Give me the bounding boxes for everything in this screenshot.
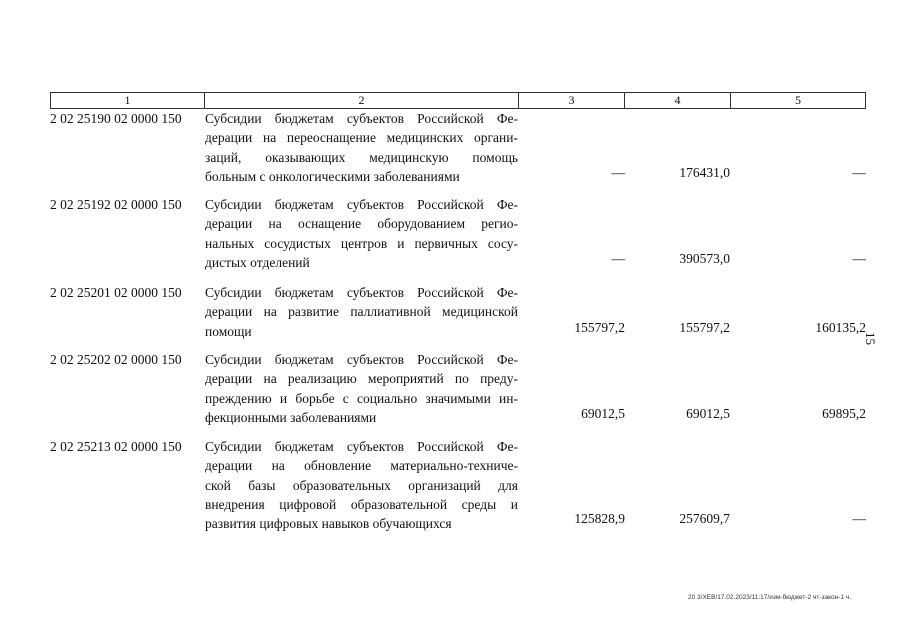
value-col-5: —: [852, 251, 866, 266]
value-col-4: 257609,7: [679, 511, 730, 526]
description-line: помощи: [205, 323, 252, 339]
row-code: 2 02 25202 02 0000 150: [50, 352, 182, 367]
value-col-5: 69895,2: [822, 406, 866, 421]
row-code: 2 02 25213 02 0000 150: [50, 439, 182, 454]
description-line: фекционными заболеваниями: [205, 409, 377, 425]
value-col-4: 155797,2: [679, 320, 730, 335]
row-description: [205, 195, 518, 272]
value-col-4: 69012,5: [686, 406, 730, 421]
header-col-1: 1: [124, 93, 131, 107]
value-col-3: —: [611, 251, 625, 266]
value-col-5: —: [852, 165, 866, 180]
value-col-4: 390573,0: [679, 251, 730, 266]
row-code: 2 02 25190 02 0000 150: [50, 111, 182, 126]
header-col-5: 5: [795, 93, 801, 107]
value-col-4: 176431,0: [679, 165, 730, 180]
description-line: дерации на переоснащение медицинских органи-: [205, 130, 518, 146]
row-description: [205, 350, 518, 427]
value-col-3: —: [611, 165, 625, 180]
description-line: преждению и борьбе с социально значимыми ин-: [205, 390, 518, 406]
header-col-4: 4: [674, 93, 681, 107]
description-line: Субсидии бюджетам субъектов Российской Фе-: [205, 111, 518, 126]
description-line: развития цифровых навыков обучающихся: [205, 516, 452, 532]
row-description: [205, 283, 518, 341]
value-col-5: —: [852, 511, 866, 526]
table-header: [50, 92, 866, 109]
row-description: [205, 109, 518, 186]
description-line: заций, оказывающих медицинскую помощь: [205, 149, 518, 165]
description-line: Субсидии бюджетам субъектов Российской Фе-: [205, 285, 518, 300]
value-col-3: 125828,9: [574, 511, 625, 526]
header-col-2: 2: [358, 93, 365, 107]
description-line: дерации на реализацию мероприятий по преду-: [205, 371, 518, 387]
value-col-5: 160135,2: [815, 320, 866, 335]
description-line: внедрения цифровой образовательной среды и: [205, 496, 518, 512]
header-col-3: 3: [568, 93, 575, 107]
row-description: [205, 437, 518, 533]
description-line: ской базы образовательных организаций для: [205, 477, 518, 493]
description-line: нальных сосудистых центров и первичных сосу-: [205, 235, 518, 251]
value-col-3: 69012,5: [581, 406, 625, 421]
row-code: 2 02 25201 02 0000 150: [50, 285, 182, 300]
description-line: дерации на развитие паллиативной медицинской: [205, 304, 518, 320]
footer-stamp: 20 3/ХЕВ/17.02.2023/11:17/изм-бюджет-2 чт-закон-1 ч.: [688, 594, 852, 601]
description-line: дерации на оснащение оборудованием регио-: [205, 216, 518, 232]
description-line: дистых отделений: [205, 254, 310, 270]
description-line: больным с онкологическими заболеваниями: [205, 168, 460, 184]
description-line: Субсидии бюджетам субъектов Российской Фе-: [205, 352, 518, 367]
description-line: Субсидии бюджетам субъектов Российской Фе-: [205, 439, 518, 454]
description-line: дерации на обновление материально-техниче-: [205, 458, 518, 474]
value-col-3: 155797,2: [574, 320, 625, 335]
description-line: Субсидии бюджетам субъектов Российской Фе-: [205, 197, 518, 212]
row-code: 2 02 25192 02 0000 150: [50, 197, 182, 212]
page-number: 15: [863, 332, 878, 345]
